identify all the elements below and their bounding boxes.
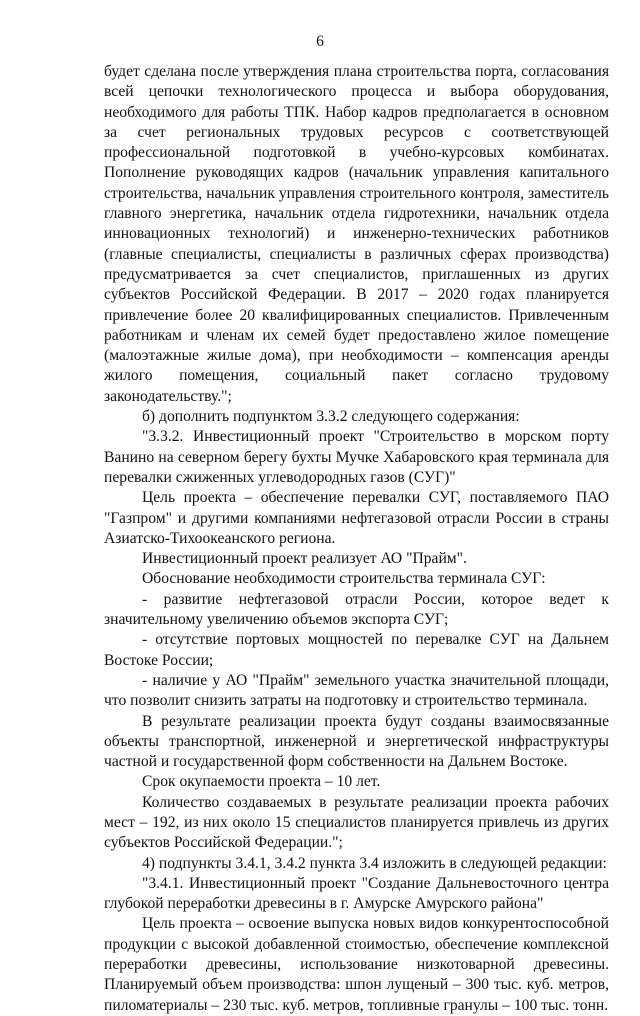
paragraph-justification-item-2: - отсутствие портовых мощностей по перевалке СУГ на Дальнем Востоке России;	[104, 631, 609, 669]
page-number: 6	[316, 33, 324, 50]
paragraph-justification-item-3: - наличие у АО "Прайм" земельного участка значительной площади, что позволит снизить затраты на подготовку и строительство терминала.	[104, 671, 609, 710]
paragraph-payback-period: Срок окупаемости проекта – 10 лет.	[142, 773, 381, 791]
paragraph-project-3-4-1-goal: Цель проекта – освоение выпуска новых видов конкурентоспособной продукции с высокой добавленной стоимостью, обеспечение комплексной переработки древесины, использование низкотоварной древесины. Планируемый объем производства: шпон лущеный – 300 тыс. куб. метров, пиломатериалы – 230 тыс. куб. метров, топливные гранулы – 100 тыс. тонн.	[104, 915, 609, 1014]
paragraph-project-3-4-1-title: "3.4.1. Инвестиционный проект "Создание Дальневосточного центра глубокой переработки древесины в г. Амурске Амурского района"	[104, 874, 609, 913]
paragraph-amend-3-3-2: б) дополнить подпунктом 3.3.2 следующего содержания:	[142, 408, 520, 426]
paragraph-justification-item-1: - развитие нефтегазовой отрасли России, которое ведет к значительному увеличению объемов экспорта СУГ;	[104, 590, 609, 629]
paragraph-project-goal: Цель проекта – обеспечение перевалки СУГ, поставляемого ПАО "Газпром" и другими компаниями нефтегазовой отрасли России в страны Азиатско-Тихоокеанского региона.	[104, 489, 609, 547]
paragraph-project-3-3-2-title: "3.3.2. Инвестиционный проект "Строительство в морском порту Ванино на северном берегу бухты Мучке Хабаровского края терминала для перевалки сжиженных углеводородных газов (СУГ)"	[104, 428, 609, 486]
document-body	[104, 62, 609, 1016]
paragraph-project-result: В результате реализации проекта будут созданы взаимосвязанные объекты транспортной, инженерной и энергетической инфраструктуры частной и государственной форм собственности на Дальнем Востоке.	[104, 712, 609, 771]
paragraph-jobs-created: Количество создаваемых в результате реализации проекта рабочих мест – 192, из них около 15 специалистов планируется привлечь из других субъектов Российской Федерации.";	[104, 793, 609, 852]
paragraph-justification-heading: Обоснование необходимости строительства терминала СУГ:	[142, 570, 546, 588]
paragraph-continuation-staffing: будет сделана после утверждения плана строительства порта, согласования всей цепочки технологического процесса и выбора оборудования, необходимого для работы ТПК. Набор кадров предполагается в основном за счет региональных трудовых ресурсов с соответствующей профессиональной подготовкой в учебно-курсовых комбинатах. Пополнение руководящих кадров (начальник управления капитального строительства, начальник управления строительного контроля, заместитель главного энергетика, начальник отдела гидротехники, начальник отдела инновационных технологий) и инженерно-технических работников (главные специалисты, специалисты в различных сферах производства) предусматривается за счет специалистов, приглашенных из других субъектов Российской Федерации. В 2017 – 2020 годах планируется привлечение более 20 квалифицированных специалистов. Привлеченным работникам и членам их семей будет предоставлено жилое помещение (малоэтажные жилые дома), при необходимости – компенсация аренды жилого помещения, социальный пакет согласно трудовому законодательству.";	[104, 63, 609, 405]
paragraph-project-implementer: Инвестиционный проект реализует АО "Прайм".	[142, 550, 467, 568]
paragraph-amend-3-4: 4) подпункты 3.4.1, 3.4.2 пункта 3.4 изложить в следующей редакции:	[142, 854, 607, 872]
